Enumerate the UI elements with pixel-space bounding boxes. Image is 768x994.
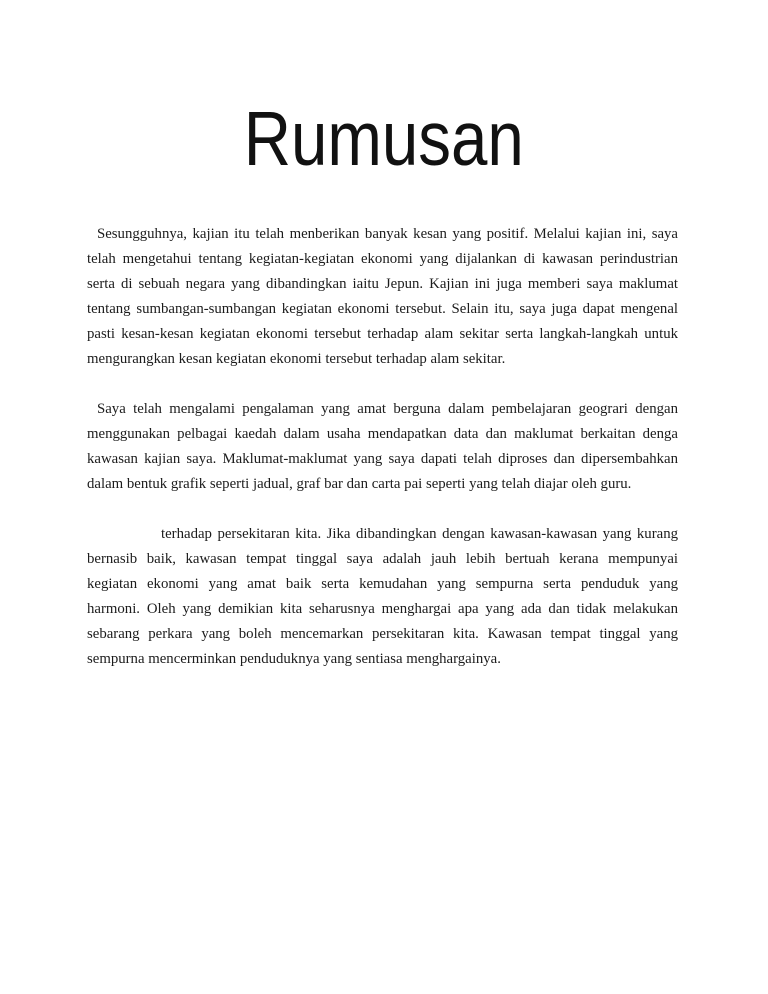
text-line: terhadap persekitaran kita. Jika dibandingkan dengan kawasan-kawasan yang kurang — [161, 526, 678, 542]
text-line: kawasan kajian saya. Maklumat-maklumat yang saya dapati telah diproses dan dipersembahkan — [87, 451, 678, 467]
text-line: harmoni. Oleh yang demikian kita seharusnya menghargai apa yang ada dan tidak melakukan — [87, 601, 678, 617]
text-line: telah mengetahui tentang kegiatan-kegiatan ekonomi yang dijalankan di kawasan perindustrian — [87, 251, 678, 267]
text-line: Saya telah mengalami pengalaman yang amat berguna dalam pembelajaran geograri dengan — [97, 401, 678, 417]
text-line: Sesungguhnya, kajian itu telah menberikan banyak kesan yang positif. Melalui kajian ini, saya — [97, 226, 678, 242]
text-line: sebarang perkara yang boleh mencemarkan persekitaran kita. Kawasan tempat tinggal yang — [87, 626, 678, 642]
text-line: bernasib baik, kawasan tempat tinggal saya adalah jauh lebih bertuah kerana mempunyai — [87, 551, 678, 567]
page-title — [0, 96, 768, 182]
page-title-text: Rumusan — [243, 96, 525, 182]
text-line: pasti kesan-kesan kegiatan ekonomi tersebut terhadap alam sekitar serta langkah-langkah untuk — [87, 326, 678, 342]
document-body — [87, 222, 678, 697]
paragraph-1 — [87, 222, 678, 372]
text-line: mengurangkan kesan kegiatan ekonomi tersebut terhadap alam sekitar. — [87, 351, 506, 367]
paragraph-2 — [87, 397, 678, 497]
paragraph-3 — [87, 522, 678, 672]
text-line: kegiatan ekonomi yang amat baik serta kemudahan yang sempurna serta penduduk yang — [87, 576, 678, 592]
text-line: tentang sumbangan-sumbangan kegiatan ekonomi tersebut. Selain itu, saya juga dapat mengenal — [87, 301, 678, 317]
text-line: menggunakan pelbagai kaedah dalam usaha mendapatkan data dan maklumat berkaitan denga — [87, 426, 678, 442]
text-line: dalam bentuk grafik seperti jadual, graf bar dan carta pai seperti yang telah diajar oleh guru. — [87, 476, 632, 492]
text-line: serta di sebuah negara yang dibandingkan iaitu Jepun. Kajian ini juga memberi saya maklumat — [87, 276, 678, 292]
text-line: sempurna mencerminkan penduduknya yang sentiasa menghargainya. — [87, 651, 501, 667]
